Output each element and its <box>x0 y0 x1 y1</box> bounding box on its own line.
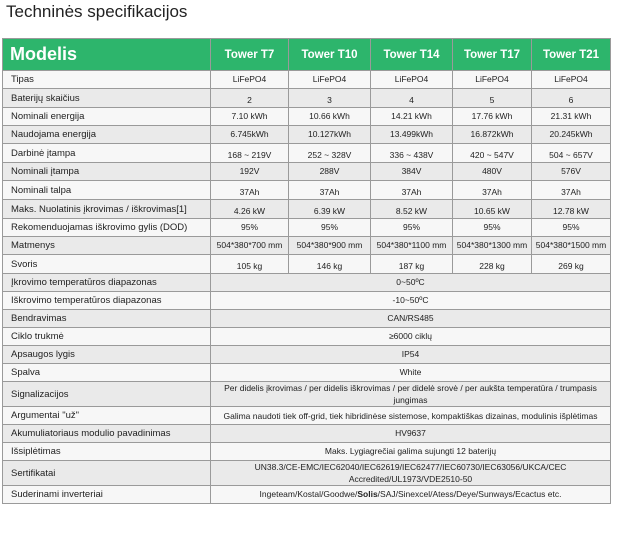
cell-value: 269 kg <box>532 255 611 274</box>
row-operating-voltage <box>3 144 611 163</box>
cell-value: 10.127kWh <box>289 126 371 144</box>
cell-value: 146 kg <box>289 255 371 274</box>
row-label: Argumentai "už" <box>3 407 211 425</box>
cell-value: 37Ah <box>453 181 532 200</box>
cell-value: 384V <box>371 163 453 181</box>
row-alarms <box>3 382 611 407</box>
row-expansion <box>3 443 611 461</box>
row-max-charge-discharge <box>3 200 611 219</box>
row-label: Bendravimas <box>3 310 211 328</box>
row-dod <box>3 219 611 237</box>
cell-value: 95% <box>289 219 371 237</box>
merged-value: CAN/RS485 <box>211 310 611 328</box>
row-battery-count <box>3 89 611 108</box>
row-discharge-temperature <box>3 292 611 310</box>
row-label: Darbinė įtampa <box>3 144 211 163</box>
row-label: Nominali energija <box>3 108 211 126</box>
row-label: Baterijų skaičius <box>3 89 211 108</box>
row-compatible-inverters <box>3 486 611 504</box>
merged-value: Galima naudoti tiek off-grid, tiek hibridinėse sistemose, kompaktiškas dizainas, modulinis išplėtimas <box>211 407 611 425</box>
cell-value: 4 <box>371 89 453 108</box>
cell-value: 336 ~ 438V <box>371 144 453 163</box>
row-label: Nominali talpa <box>3 181 211 200</box>
header-model-t21: Tower T21 <box>532 39 611 71</box>
inverters-text-bold: Solis <box>357 489 378 499</box>
cell-value: 3 <box>289 89 371 108</box>
cell-value: 4.26 kW <box>211 200 289 219</box>
cell-value: LiFePO4 <box>453 71 532 89</box>
cell-value: 8.52 kW <box>371 200 453 219</box>
row-label: Išsiplėtimas <box>3 443 211 461</box>
cell-value: 37Ah <box>371 181 453 200</box>
cell-value: 504*380*1100 mm <box>371 237 453 255</box>
cell-value: 37Ah <box>532 181 611 200</box>
row-usable-energy <box>3 126 611 144</box>
cell-value: 16.872kWh <box>453 126 532 144</box>
inverters-text-after: /SAJ/Sinexcel/Atess/Deye/Sunways/Ecactus etc. <box>377 489 562 499</box>
merged-value: -10~50ºC <box>211 292 611 310</box>
cell-value: 6.745kWh <box>211 126 289 144</box>
row-nominal-voltage <box>3 163 611 181</box>
merged-value: UN38.3/CE-EMC/IEC62040/IEC62619/IEC62477/IEC60730/IEC63056/UKCA/CEC Accredited/UL1973/VDE2510-50 <box>211 461 611 486</box>
row-label: Apsaugos lygis <box>3 346 211 364</box>
header-model-t17: Tower T17 <box>453 39 532 71</box>
cell-value: 576V <box>532 163 611 181</box>
cell-value: 228 kg <box>453 255 532 274</box>
cell-value: 5 <box>453 89 532 108</box>
row-nominal-capacity <box>3 181 611 200</box>
row-label: Iškrovimo temperatūros diapazonas <box>3 292 211 310</box>
cell-value: 168 ~ 219V <box>211 144 289 163</box>
cell-value: 6.39 kW <box>289 200 371 219</box>
cell-value: 252 ~ 328V <box>289 144 371 163</box>
cell-value: LiFePO4 <box>532 71 611 89</box>
header-model-t10: Tower T10 <box>289 39 371 71</box>
cell-value: 2 <box>211 89 289 108</box>
row-protection-level <box>3 346 611 364</box>
cell-value: 95% <box>532 219 611 237</box>
cell-value: 14.21 kWh <box>371 108 453 126</box>
cell-value: 504*380*900 mm <box>289 237 371 255</box>
cell-value: 21.31 kWh <box>532 108 611 126</box>
inverters-value <box>211 486 611 504</box>
cell-value: 504*380*1300 mm <box>453 237 532 255</box>
row-module-name <box>3 425 611 443</box>
row-label: Tipas <box>3 71 211 89</box>
cell-value: 105 kg <box>211 255 289 274</box>
cell-value: 17.76 kWh <box>453 108 532 126</box>
row-label: Signalizacijos <box>3 382 211 407</box>
header-model-t7: Tower T7 <box>211 39 289 71</box>
row-arguments <box>3 407 611 425</box>
row-label: Naudojama energija <box>3 126 211 144</box>
cell-value: LiFePO4 <box>371 71 453 89</box>
cell-value: 95% <box>211 219 289 237</box>
row-color <box>3 364 611 382</box>
cell-value: 7.10 kWh <box>211 108 289 126</box>
inverters-text-before: Ingeteam/Kostal/Goodwe/ <box>259 489 358 499</box>
row-certificates <box>3 461 611 486</box>
row-label: Maks. Nuolatinis įkrovimas / iškrovimas[1] <box>3 200 211 219</box>
row-weight <box>3 255 611 274</box>
merged-value: HV9637 <box>211 425 611 443</box>
row-charge-temperature <box>3 274 611 292</box>
cell-value: 95% <box>371 219 453 237</box>
cell-value: 95% <box>453 219 532 237</box>
row-cycle-life <box>3 328 611 346</box>
row-label: Akumuliatoriaus modulio pavadinimas <box>3 425 211 443</box>
row-dimensions <box>3 237 611 255</box>
merged-value: IP54 <box>211 346 611 364</box>
merged-value: White <box>211 364 611 382</box>
cell-value: 10.66 kWh <box>289 108 371 126</box>
cell-value: 504*380*1500 mm <box>532 237 611 255</box>
row-label: Svoris <box>3 255 211 274</box>
cell-value: 288V <box>289 163 371 181</box>
header-row <box>3 39 611 71</box>
cell-value: 504*380*700 mm <box>211 237 289 255</box>
row-label: Rekomenduojamas iškrovimo gylis (DOD) <box>3 219 211 237</box>
merged-value: Maks. Lygiagrečiai galima sujungti 12 baterijų <box>211 443 611 461</box>
merged-value: 0~50ºC <box>211 274 611 292</box>
cell-value: 37Ah <box>211 181 289 200</box>
cell-value: 10.65 kW <box>453 200 532 219</box>
cell-value: 420 ~ 547V <box>453 144 532 163</box>
merged-value: Per didelis įkrovimas / per didelis iškrovimas / per didelė srovė / per aukšta temperatūra / trumpasis jungimas <box>211 382 611 407</box>
cell-value: 13.499kWh <box>371 126 453 144</box>
row-label: Suderinami inverteriai <box>3 486 211 504</box>
row-nominal-energy <box>3 108 611 126</box>
row-label: Nominali įtampa <box>3 163 211 181</box>
spec-table <box>2 38 611 504</box>
cell-value: LiFePO4 <box>211 71 289 89</box>
cell-value: 12.78 kW <box>532 200 611 219</box>
row-label: Sertifikatai <box>3 461 211 486</box>
row-communication <box>3 310 611 328</box>
cell-value: 187 kg <box>371 255 453 274</box>
header-label: Modelis <box>3 39 211 71</box>
row-label: Įkrovimo temperatūros diapazonas <box>3 274 211 292</box>
merged-value: ≥6000 ciklų <box>211 328 611 346</box>
page-title: Techninės specifikacijos <box>6 2 188 21</box>
cell-value: 37Ah <box>289 181 371 200</box>
cell-value: 480V <box>453 163 532 181</box>
cell-value: 6 <box>532 89 611 108</box>
cell-value: 20.245kWh <box>532 126 611 144</box>
header-model-t14: Tower T14 <box>371 39 453 71</box>
row-type <box>3 71 611 89</box>
cell-value: 504 ~ 657V <box>532 144 611 163</box>
cell-value: 192V <box>211 163 289 181</box>
row-label: Matmenys <box>3 237 211 255</box>
cell-value: LiFePO4 <box>289 71 371 89</box>
row-label: Ciklo trukmė <box>3 328 211 346</box>
row-label: Spalva <box>3 364 211 382</box>
